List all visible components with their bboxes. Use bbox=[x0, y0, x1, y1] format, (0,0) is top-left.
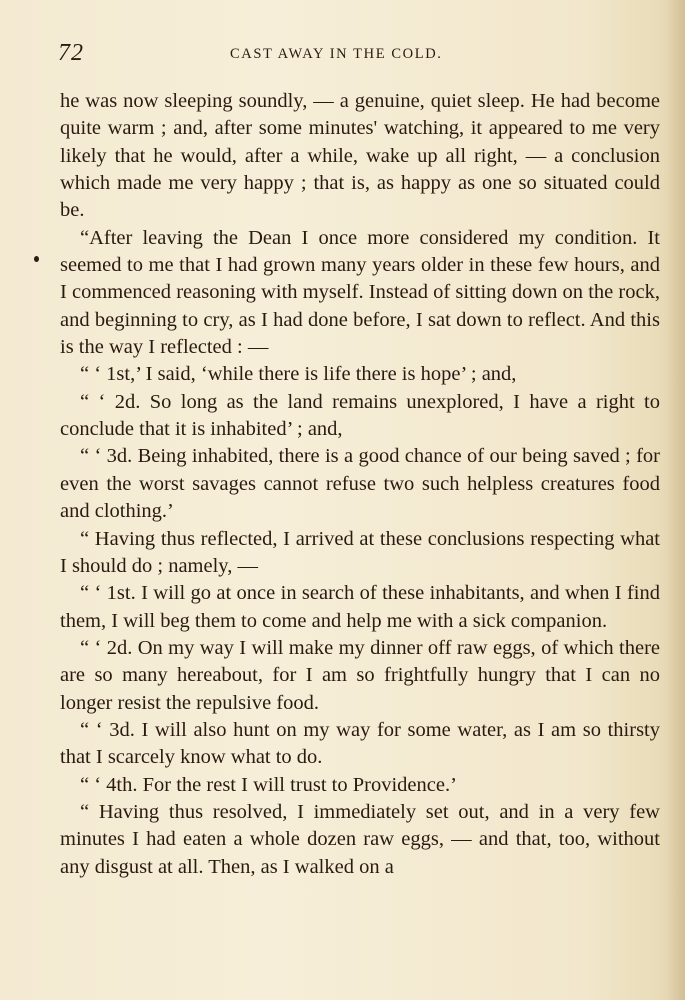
paragraph: “ ‘ 1st,’ I said, ‘while there is life there is hope’ ; and, bbox=[80, 363, 517, 386]
paragraph: “ Having thus reflected, I arrived at these conclusions respecting what I should do ; namely, — bbox=[60, 527, 660, 577]
paragraph: “ ‘ 3d. I will also hunt on my way for some water, as I am so thirsty that I scarcely know what to do. bbox=[60, 718, 660, 769]
paragraph: “After leaving the Dean I once more considered my condition. It seemed to me that I had grown many years older in these few hours, and I commenced reasoning with myself. Instead of sitting down on the rock, and beginning to cry, as I had done before, I sat down to reflect. And this is the way I reflected : — bbox=[60, 226, 660, 359]
page-number: 72 bbox=[58, 40, 84, 66]
running-head: CAST AWAY IN THE COLD. bbox=[230, 46, 443, 62]
paragraph: “ Having thus resolved, I immediately set out, and in a very few minutes I had eaten a whole dozen raw eggs, — and that, too, without any disgust at all. Then, as I walked on a bbox=[60, 800, 660, 878]
paragraph: “ ‘ 2d. So long as the land remains unexplored, I have a right to conclude that it is inhabited’ ; and, bbox=[60, 390, 660, 441]
page-edge-shadow bbox=[667, 0, 685, 1000]
page-header bbox=[58, 40, 658, 70]
paragraph: “ ‘ 3d. Being inhabited, there is a good chance of our being saved ; for even the worst savages cannot refuse two such helpless creatures food and clothing.’ bbox=[60, 445, 660, 523]
ink-speck bbox=[34, 256, 39, 262]
paragraph: “ ‘ 2d. On my way I will make my dinner off raw eggs, of which there are so many hereabout, for I am so frightfully hungry that I can no longer resist the repulsive food. bbox=[60, 636, 660, 714]
paragraph: “ ‘ 4th. For the rest I will trust to Providence.’ bbox=[80, 773, 457, 796]
paragraph: he was now sleeping soundly, — a genuine, quiet sleep. He had become quite warm ; and, after some minutes' watching, it appeared to me very likely that he would, after a while, wake up all right, — a conclusion which made me very happy ; that is, as happy as one so situated could be. bbox=[60, 90, 660, 222]
body-text bbox=[60, 88, 660, 881]
paragraph: “ ‘ 1st. I will go at once in search of these inhabitants, and when I find them, I will beg them to come and help me with a sick companion. bbox=[60, 582, 660, 632]
